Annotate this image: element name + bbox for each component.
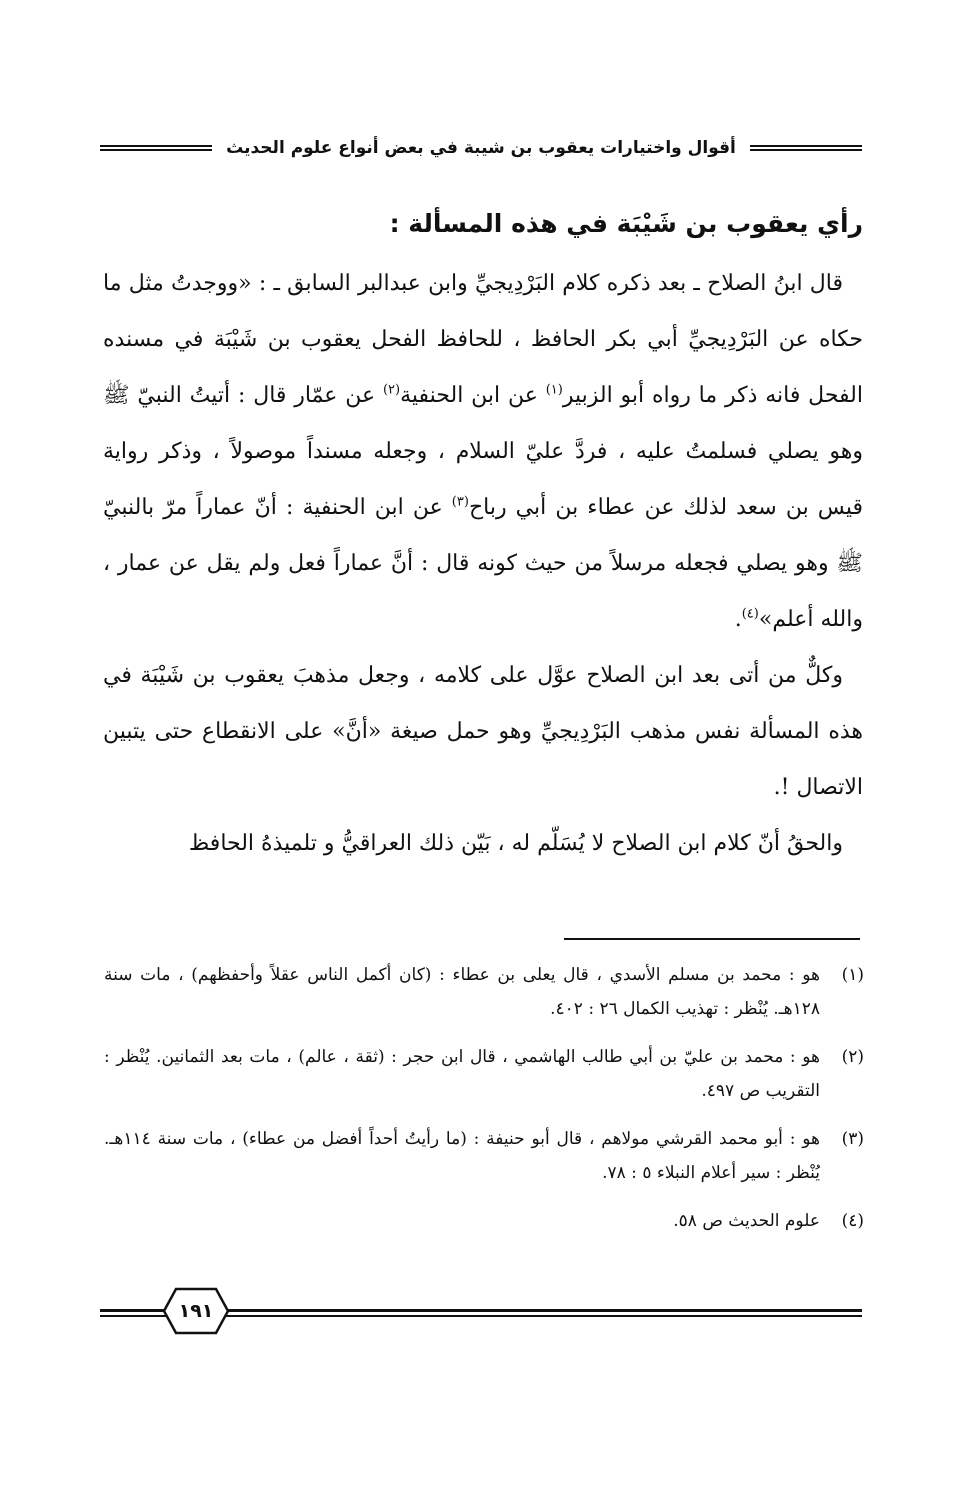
footnote-number: (٤) bbox=[841, 1211, 864, 1231]
page-number-badge bbox=[160, 1285, 232, 1337]
footnotes bbox=[104, 958, 864, 1252]
paragraph-1-part-c: عن عمّار قال : أتيتُ النبيّ ﷺ وهو يصلي فسلمتُ عليه ، فردَّ عليّ السلام ، وجعله مسنداً موصولاً ، وذكر رواية قيس بن سعد لذلك عن عطاء بن أبي رباح bbox=[103, 383, 863, 520]
page-footer bbox=[100, 1283, 862, 1343]
running-title: أقوال واختيارات يعقوب بن شيبة في بعض أنواع علوم الحديث bbox=[226, 138, 736, 158]
header-rule-left bbox=[100, 145, 212, 151]
footnote-number: (٣) bbox=[841, 1129, 864, 1149]
footnote-number: (١) bbox=[841, 965, 864, 985]
paragraph-2: وكلٌّ من أتى بعد ابن الصلاح عوَّل على كلامه ، وجعل مذهبَ يعقوب بن شَيْبَة في هذه المسألة نفس مذهب البَرْدِيجيِّ وهو حمل صيغة «أنَّ» على الانقطاع حتى يتبين الاتصال !. bbox=[103, 663, 863, 800]
page-number: ١٩١ bbox=[178, 1300, 214, 1322]
main-text bbox=[103, 196, 863, 872]
running-header bbox=[100, 128, 862, 168]
header-rule-right bbox=[750, 145, 862, 151]
paragraph-1-part-a: قال ابنُ الصلاح ـ بعد ذكره كلام البَرْدِيجيِّ وابن عبدالبر السابق ـ : «ووجدتُ مثل ما حكاه عن البَرْدِيجيِّ أبي بكر الحافظ ، للحافظ الفحل يعقوب بن شَيْبَة في مسنده الفحل فانه ذكر ما رواه أبو الزبير bbox=[103, 271, 863, 408]
paragraph-3: والحقُ أنّ كلام ابن الصلاح لا يُسَلّم له ، بَيّن ذلك العراقيُّ و تلميذهُ الحافظ bbox=[188, 831, 843, 856]
footnote-text: هو : محمد بن مسلم الأسدي ، قال يعلى بن عطاء : (كان أكمل الناس عقلاً وأحفظهم) ، مات سنة ١٢٨هـ. يُنْظر : تهذيب الكمال ٢٦ : ٤٠٢. bbox=[104, 965, 820, 1019]
footnote-text: علوم الحديث ص ٥٨. bbox=[673, 1211, 820, 1231]
footnote-ref-1: (١) bbox=[545, 382, 563, 398]
paragraph-1-part-b: عن ابن الحنفية bbox=[400, 383, 546, 408]
paragraph-1-part-d: عن ابن الحنفية : أنّ عماراً مرّ بالنبيّ ﷺ وهو يصلي فجعله مرسلاً من حيث كونه قال : أنَّ عماراً فعل ولم يقل عن عمار ، والله أعلم» bbox=[103, 495, 863, 632]
footnote-number: (٢) bbox=[841, 1047, 864, 1067]
section-heading: رأي يعقوب بن شَيْبَة في هذه المسألة : bbox=[389, 209, 863, 238]
footnote-text: هو : محمد بن عليّ بن أبي طالب الهاشمي ، قال ابن حجر : (ثقة ، عالم) ، مات بعد الثمانين. يُنْظر : التقريب ص ٤٩٧. bbox=[104, 1047, 820, 1101]
footnote-ref-3: (٣) bbox=[451, 494, 469, 510]
footnote-text: هو : أبو محمد القرشي مولاهم ، قال أبو حنيفة : (ما رأيتُ أحداً أفضل من عطاء) ، مات سنة ١١٤هـ. يُنْظر : سير أعلام النبلاء ٥ : ٧٨. bbox=[104, 1129, 820, 1183]
paragraph-1-part-e: . bbox=[734, 607, 742, 632]
footnote-ref-4: (٤) bbox=[741, 606, 759, 622]
footnote-item bbox=[104, 958, 864, 1026]
footnote-ref-2: (٢) bbox=[382, 382, 401, 398]
footnote-item bbox=[104, 1040, 864, 1108]
footnote-separator bbox=[564, 938, 860, 940]
footnote-item bbox=[104, 1122, 864, 1190]
paragraph-1 bbox=[103, 256, 863, 648]
footnote-item bbox=[104, 1204, 864, 1238]
